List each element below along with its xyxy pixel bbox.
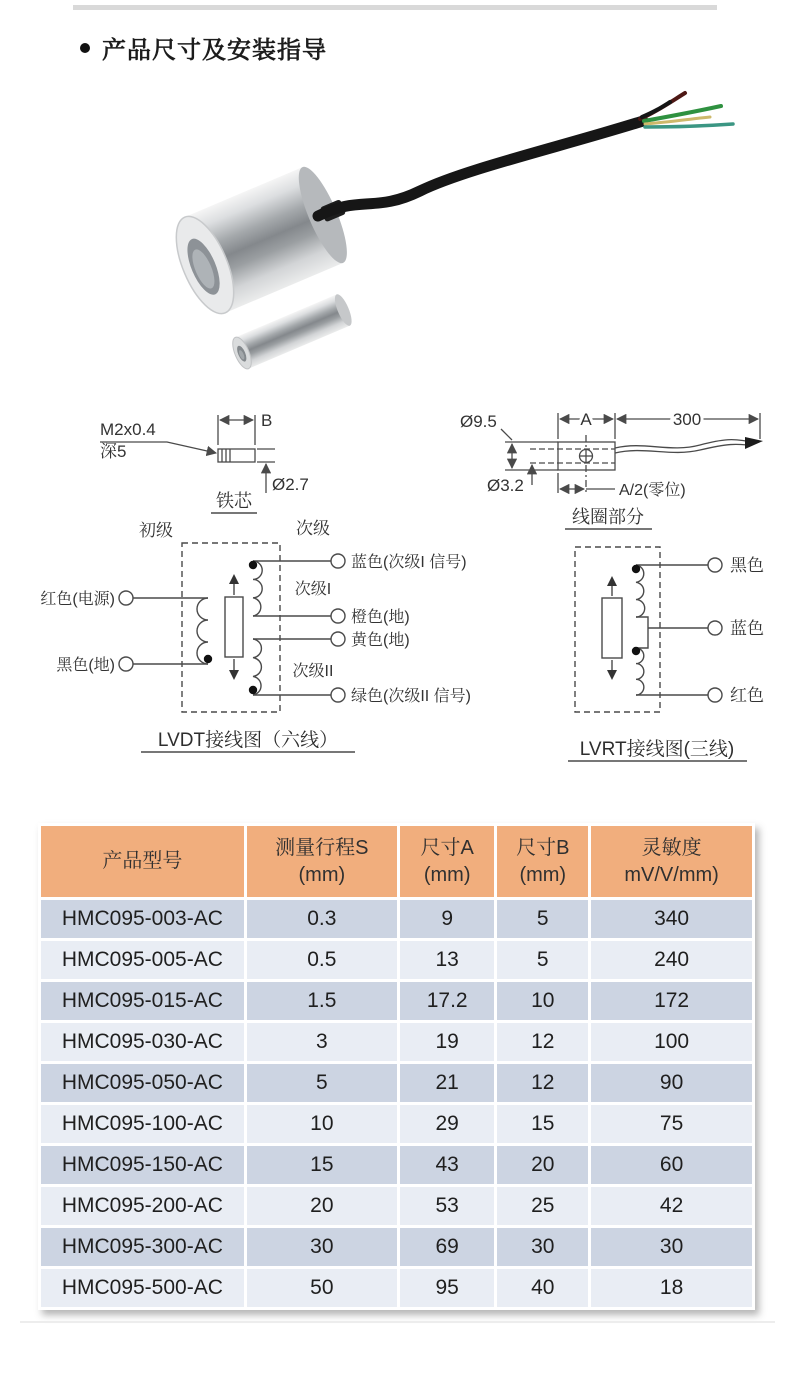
- secondary-label: 次级: [296, 519, 330, 538]
- table-cell: 90: [591, 1064, 752, 1102]
- table-cell: 42: [591, 1187, 752, 1225]
- dim-a-label: A: [580, 410, 592, 429]
- lvdt-wire-orange-label: 橙色(地): [351, 609, 410, 626]
- header-model: 产品型号: [41, 826, 244, 897]
- table-cell: 1.5: [247, 982, 397, 1020]
- page-title: 产品尺寸及安装指导: [102, 37, 327, 64]
- lvdt-wire-blue-label: 蓝色(次级I 信号): [351, 554, 467, 571]
- lvdt-wire-yellow-label: 黄色(地): [351, 632, 410, 649]
- lvdt-wire-green-label: 绿色(次级II 信号): [351, 688, 471, 705]
- model-cell: HMC095-005-AC: [41, 941, 244, 979]
- dim-d27-label: Ø2.7: [272, 475, 309, 494]
- spec-table: [38, 823, 755, 1310]
- cable-length-label: 300: [672, 410, 702, 429]
- table-row: [41, 1064, 752, 1102]
- lvdt-wiring-diagram: [25, 518, 490, 758]
- table-cell: 12: [497, 1064, 588, 1102]
- table-cell: 75: [591, 1105, 752, 1143]
- table-cell: 60: [591, 1146, 752, 1184]
- lvdt-wire-black-label: 黑色(地): [56, 657, 115, 674]
- section-title-row: [80, 30, 327, 65]
- table-cell: 0.5: [247, 941, 397, 979]
- table-row: [41, 982, 752, 1020]
- model-cell: HMC095-030-AC: [41, 1023, 244, 1061]
- table-row: [41, 1023, 752, 1061]
- secondary2-label: 次级II: [292, 663, 334, 680]
- core-drawing-caption: 铁芯: [216, 491, 252, 511]
- header-dim-b: 尺寸B (mm): [497, 826, 588, 897]
- zero-position-label: A/2(零位): [619, 482, 686, 499]
- table-row: [41, 1187, 752, 1225]
- table-cell: 15: [247, 1146, 397, 1184]
- lvdt-diagram-caption: LVDT接线图（六线）: [157, 730, 339, 751]
- table-cell: 18: [591, 1269, 752, 1307]
- lvrt-wiring-diagram: [540, 545, 790, 770]
- coil-dimension-drawing: [455, 395, 790, 535]
- table-row: [41, 941, 752, 979]
- table-cell: 10: [497, 982, 588, 1020]
- table-cell: 100: [591, 1023, 752, 1061]
- core-rod: [229, 292, 355, 371]
- outer-diameter-label: Ø9.5: [460, 412, 497, 431]
- table-header-row: [41, 826, 752, 897]
- model-cell: HMC095-100-AC: [41, 1105, 244, 1143]
- table-cell: 21: [400, 1064, 494, 1102]
- table-cell: 50: [247, 1269, 397, 1307]
- table-cell: 340: [591, 900, 752, 938]
- table-cell: 240: [591, 941, 752, 979]
- table-cell: 5: [247, 1064, 397, 1102]
- core-dimension-drawing: [55, 395, 395, 520]
- model-cell: HMC095-300-AC: [41, 1228, 244, 1266]
- table-cell: 20: [247, 1187, 397, 1225]
- table-cell: 30: [247, 1228, 397, 1266]
- table-row: [41, 1105, 752, 1143]
- top-divider: [73, 5, 717, 10]
- table-cell: 43: [400, 1146, 494, 1184]
- lvrt-diagram-caption: LVRT接线图(三线): [579, 739, 735, 760]
- model-cell: HMC095-015-AC: [41, 982, 244, 1020]
- table-cell: 15: [497, 1105, 588, 1143]
- table-cell: 13: [400, 941, 494, 979]
- dim-b-label: B: [261, 411, 273, 430]
- table-cell: 95: [400, 1269, 494, 1307]
- primary-label: 初级: [139, 521, 173, 540]
- table-cell: 12: [497, 1023, 588, 1061]
- header-stroke: 测量行程S (mm): [247, 826, 397, 897]
- table-cell: 9: [400, 900, 494, 938]
- table-cell: 40: [497, 1269, 588, 1307]
- table-cell: 30: [497, 1228, 588, 1266]
- title-bullet-icon: [80, 43, 90, 53]
- coil-drawing-caption: 线圈部分: [572, 507, 644, 527]
- table-cell: 5: [497, 941, 588, 979]
- lvdt-wire-red-label: 红色(电源): [40, 591, 115, 608]
- model-cell: HMC095-050-AC: [41, 1064, 244, 1102]
- table-row: [41, 1228, 752, 1266]
- table-cell: 20: [497, 1146, 588, 1184]
- table-cell: 17.2: [400, 982, 494, 1020]
- table-cell: 25: [497, 1187, 588, 1225]
- lvrt-wire-blue-label: 蓝色: [730, 619, 764, 638]
- table-cell: 30: [591, 1228, 752, 1266]
- model-cell: HMC095-003-AC: [41, 900, 244, 938]
- table-cell: 29: [400, 1105, 494, 1143]
- secondary1-label: 次级I: [294, 581, 332, 598]
- table-cell: 19: [400, 1023, 494, 1061]
- table-row: [41, 1146, 752, 1184]
- bottom-divider: [20, 1321, 775, 1323]
- thread-depth-label: 深5: [100, 442, 127, 461]
- table-cell: 3: [247, 1023, 397, 1061]
- table-cell: 53: [400, 1187, 494, 1225]
- table-cell: 5: [497, 900, 588, 938]
- inner-diameter-label: Ø3.2: [487, 476, 524, 495]
- table-cell: 172: [591, 982, 752, 1020]
- table-row: [41, 1269, 752, 1307]
- model-cell: HMC095-200-AC: [41, 1187, 244, 1225]
- product-photo: [60, 85, 760, 385]
- lvrt-wire-black-label: 黑色: [730, 556, 764, 575]
- table-cell: 69: [400, 1228, 494, 1266]
- model-cell: HMC095-500-AC: [41, 1269, 244, 1307]
- table-row: [41, 900, 752, 938]
- model-cell: HMC095-150-AC: [41, 1146, 244, 1184]
- sensor-cable: [318, 93, 733, 216]
- table-cell: 10: [247, 1105, 397, 1143]
- table-cell: 0.3: [247, 900, 397, 938]
- header-dim-a: 尺寸A (mm): [400, 826, 494, 897]
- thread-label: M2x0.4: [100, 420, 156, 439]
- header-sensitivity: 灵敏度 mV/V/mm): [591, 826, 752, 897]
- lvrt-wire-red-label: 红色: [730, 686, 764, 705]
